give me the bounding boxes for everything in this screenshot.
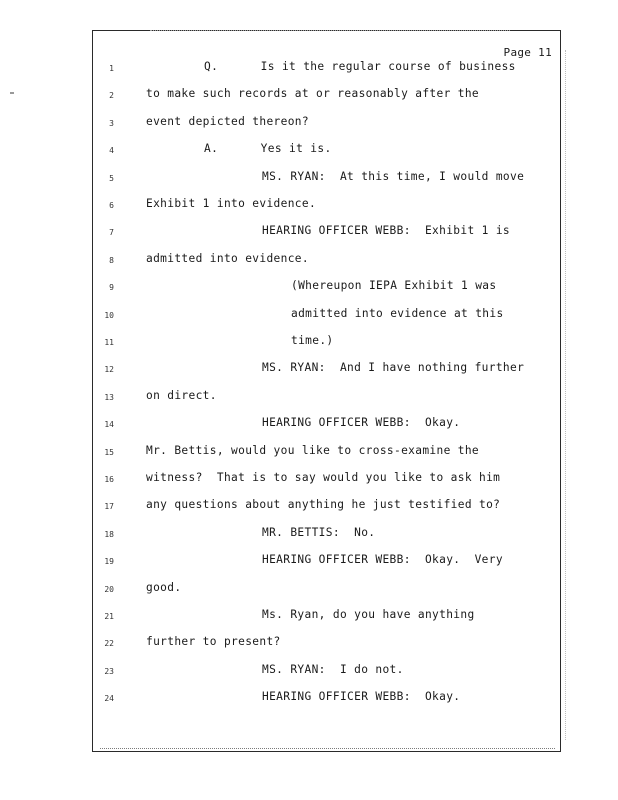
transcript-line: [92, 334, 561, 354]
line-text: HEARING OFFICER WEBB: Okay.: [262, 690, 461, 704]
right-edge-scan-marks: [565, 50, 566, 740]
line-number: 10: [104, 310, 114, 320]
line-number: 21: [104, 612, 114, 621]
transcript-line: [92, 252, 561, 272]
transcript-line: [92, 87, 561, 107]
transcript-line: [92, 170, 561, 190]
transcript-line: [92, 498, 561, 518]
transcript-line: [92, 361, 561, 381]
line-number: 6: [109, 201, 114, 210]
line-number: 7: [109, 228, 114, 238]
line-text: Mr. Bettis, would you like to cross-examine the: [146, 443, 480, 457]
line-text: to make such records at or reasonably after the: [146, 87, 480, 101]
page-number: Page 11: [503, 46, 552, 59]
line-number: 8: [109, 255, 114, 265]
line-number: 14: [104, 420, 114, 430]
transcript-line: [92, 526, 561, 546]
line-number: 1: [109, 64, 114, 73]
transcript-line: [92, 635, 561, 655]
line-text: HEARING OFFICER WEBB: Exhibit 1 is: [262, 224, 510, 238]
line-number: 13: [104, 392, 114, 402]
transcript-line: [92, 416, 561, 436]
line-text: event depicted thereon?: [146, 114, 309, 128]
transcript-line: [92, 608, 561, 628]
transcript-line: [92, 581, 561, 601]
line-text: (Whereupon IEPA Exhibit 1 was: [291, 279, 497, 293]
transcript-line: [92, 224, 561, 244]
transcript-line: [92, 471, 561, 491]
transcript-line: [92, 279, 561, 299]
line-number: 23: [104, 666, 114, 676]
line-number: 12: [104, 365, 114, 375]
line-text: A. Yes it is.: [204, 142, 332, 156]
footer-scan-line: [100, 748, 555, 749]
line-number: 17: [104, 502, 114, 512]
line-number: 24: [104, 694, 114, 704]
line-number: 15: [104, 447, 114, 457]
line-number: 16: [104, 475, 114, 484]
line-text: admitted into evidence.: [146, 251, 309, 265]
line-text: witness? That is to say would you like to ask him: [146, 471, 501, 484]
line-number: 5: [109, 173, 114, 183]
line-text: time.): [291, 334, 334, 347]
line-number: 20: [104, 584, 114, 594]
line-text: admitted into evidence at this: [291, 306, 504, 320]
line-text: Ms. Ryan, do you have anything: [262, 608, 475, 621]
line-number: 19: [104, 557, 114, 567]
header-scan-line: [150, 30, 510, 31]
line-number: 3: [109, 118, 114, 128]
transcript-line: [92, 553, 561, 573]
transcript-line: [92, 389, 561, 409]
line-number: 9: [109, 283, 114, 293]
transcript-line: [92, 307, 561, 327]
line-text: MS. RYAN: I do not.: [262, 662, 404, 676]
line-text: good.: [146, 580, 182, 594]
line-number: 4: [109, 146, 114, 156]
line-number: 18: [104, 529, 114, 539]
transcript-line: [92, 60, 561, 80]
line-text: MS. RYAN: At this time, I would move: [262, 169, 525, 183]
line-text: any questions about anything he just testified to?: [146, 498, 501, 512]
line-number: 22: [104, 639, 114, 649]
line-text: MS. RYAN: And I have nothing further: [262, 361, 525, 375]
line-text: Q. Is it the regular course of business: [204, 60, 516, 73]
transcript-line: [92, 115, 561, 135]
line-number: 2: [109, 91, 114, 101]
line-text: on direct.: [146, 388, 217, 402]
line-text: HEARING OFFICER WEBB: Okay. Very: [262, 553, 503, 567]
line-text: Exhibit 1 into evidence.: [146, 197, 317, 210]
line-text: HEARING OFFICER WEBB: Okay.: [262, 416, 461, 430]
transcript-line: [92, 142, 561, 162]
transcript-line: [92, 690, 561, 710]
transcript-line: [92, 663, 561, 683]
line-text: further to present?: [146, 635, 281, 649]
transcript-line: [92, 197, 561, 217]
line-text: MR. BETTIS: No.: [262, 525, 376, 539]
transcript-line: [92, 444, 561, 464]
margin-mark: [10, 92, 14, 94]
line-number: 11: [104, 338, 114, 347]
